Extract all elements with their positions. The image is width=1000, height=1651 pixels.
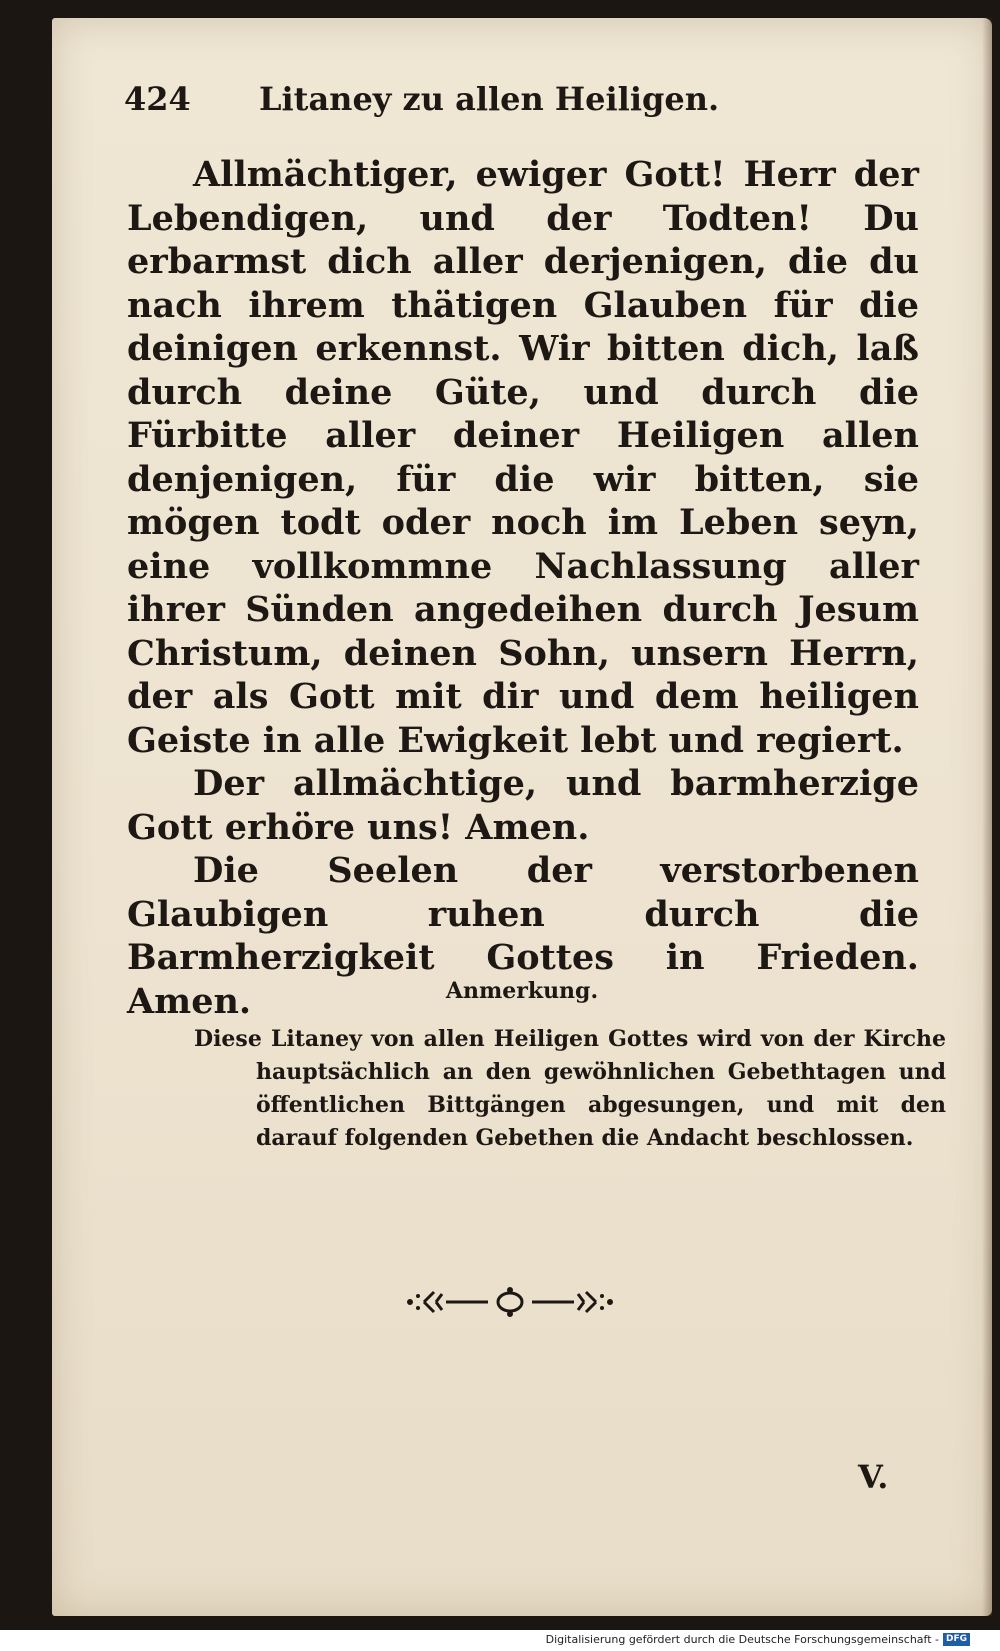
prayer-paragraph: Allmächtiger, ewiger Gott! Herr der Lebendigen, und der Todten! Du erbarmst dich aller derjenigen, die du nach ihrem thätigen Glauben für die deinigen erkennst. Wir bitten dich, laß durch deine Güte, und durch die Fürbitte aller deiner Heiligen allen denjenigen, für die wir bitten, sie mögen todt oder noch im Leben seyn, eine vollkommne Nachlassung aller ihrer Sünden angedeihen durch Jesum Christum, deinen Sohn, unsern Herrn, der als Gott mit dir und dem heiligen Geiste in alle Ewigkeit lebt und regiert. [127, 154, 919, 761]
page-number: 424 [124, 80, 191, 118]
signature-mark: V. [858, 1458, 889, 1496]
printers-ornament-icon [400, 1282, 620, 1322]
page-header [124, 80, 914, 130]
running-title: Litaney zu allen Heiligen. [259, 80, 720, 118]
prayer-paragraph: Die Seelen der verstorbenen Glaubigen ruhen durch die Barmherzigkeit Gottes in Frieden. Amen. [127, 850, 919, 1022]
credit-text: Digitalisierung gefördert durch die Deutsche Forschungsgemeinschaft - [545, 1633, 939, 1646]
note-text: Diese Litaney von allen Heiligen Gottes wird von der Kirche hauptsächlich an den gewöhnlichen Gebethtagen und öffentlichen Bittgängen abgesungen, und mit den darauf folgenden Gebethen die Andacht beschlossen. [194, 1026, 946, 1151]
page-edge-shadow [982, 18, 992, 1616]
digitization-credit [546, 1633, 970, 1646]
dfg-logo: DFG [943, 1633, 970, 1646]
prayer-paragraph: Der allmächtige, und barmherzige Gott erhöre uns! Amen. [127, 763, 919, 848]
prayer-body [127, 153, 919, 1023]
book-page [52, 18, 992, 1616]
note-heading: Anmerkung. [445, 978, 599, 1004]
